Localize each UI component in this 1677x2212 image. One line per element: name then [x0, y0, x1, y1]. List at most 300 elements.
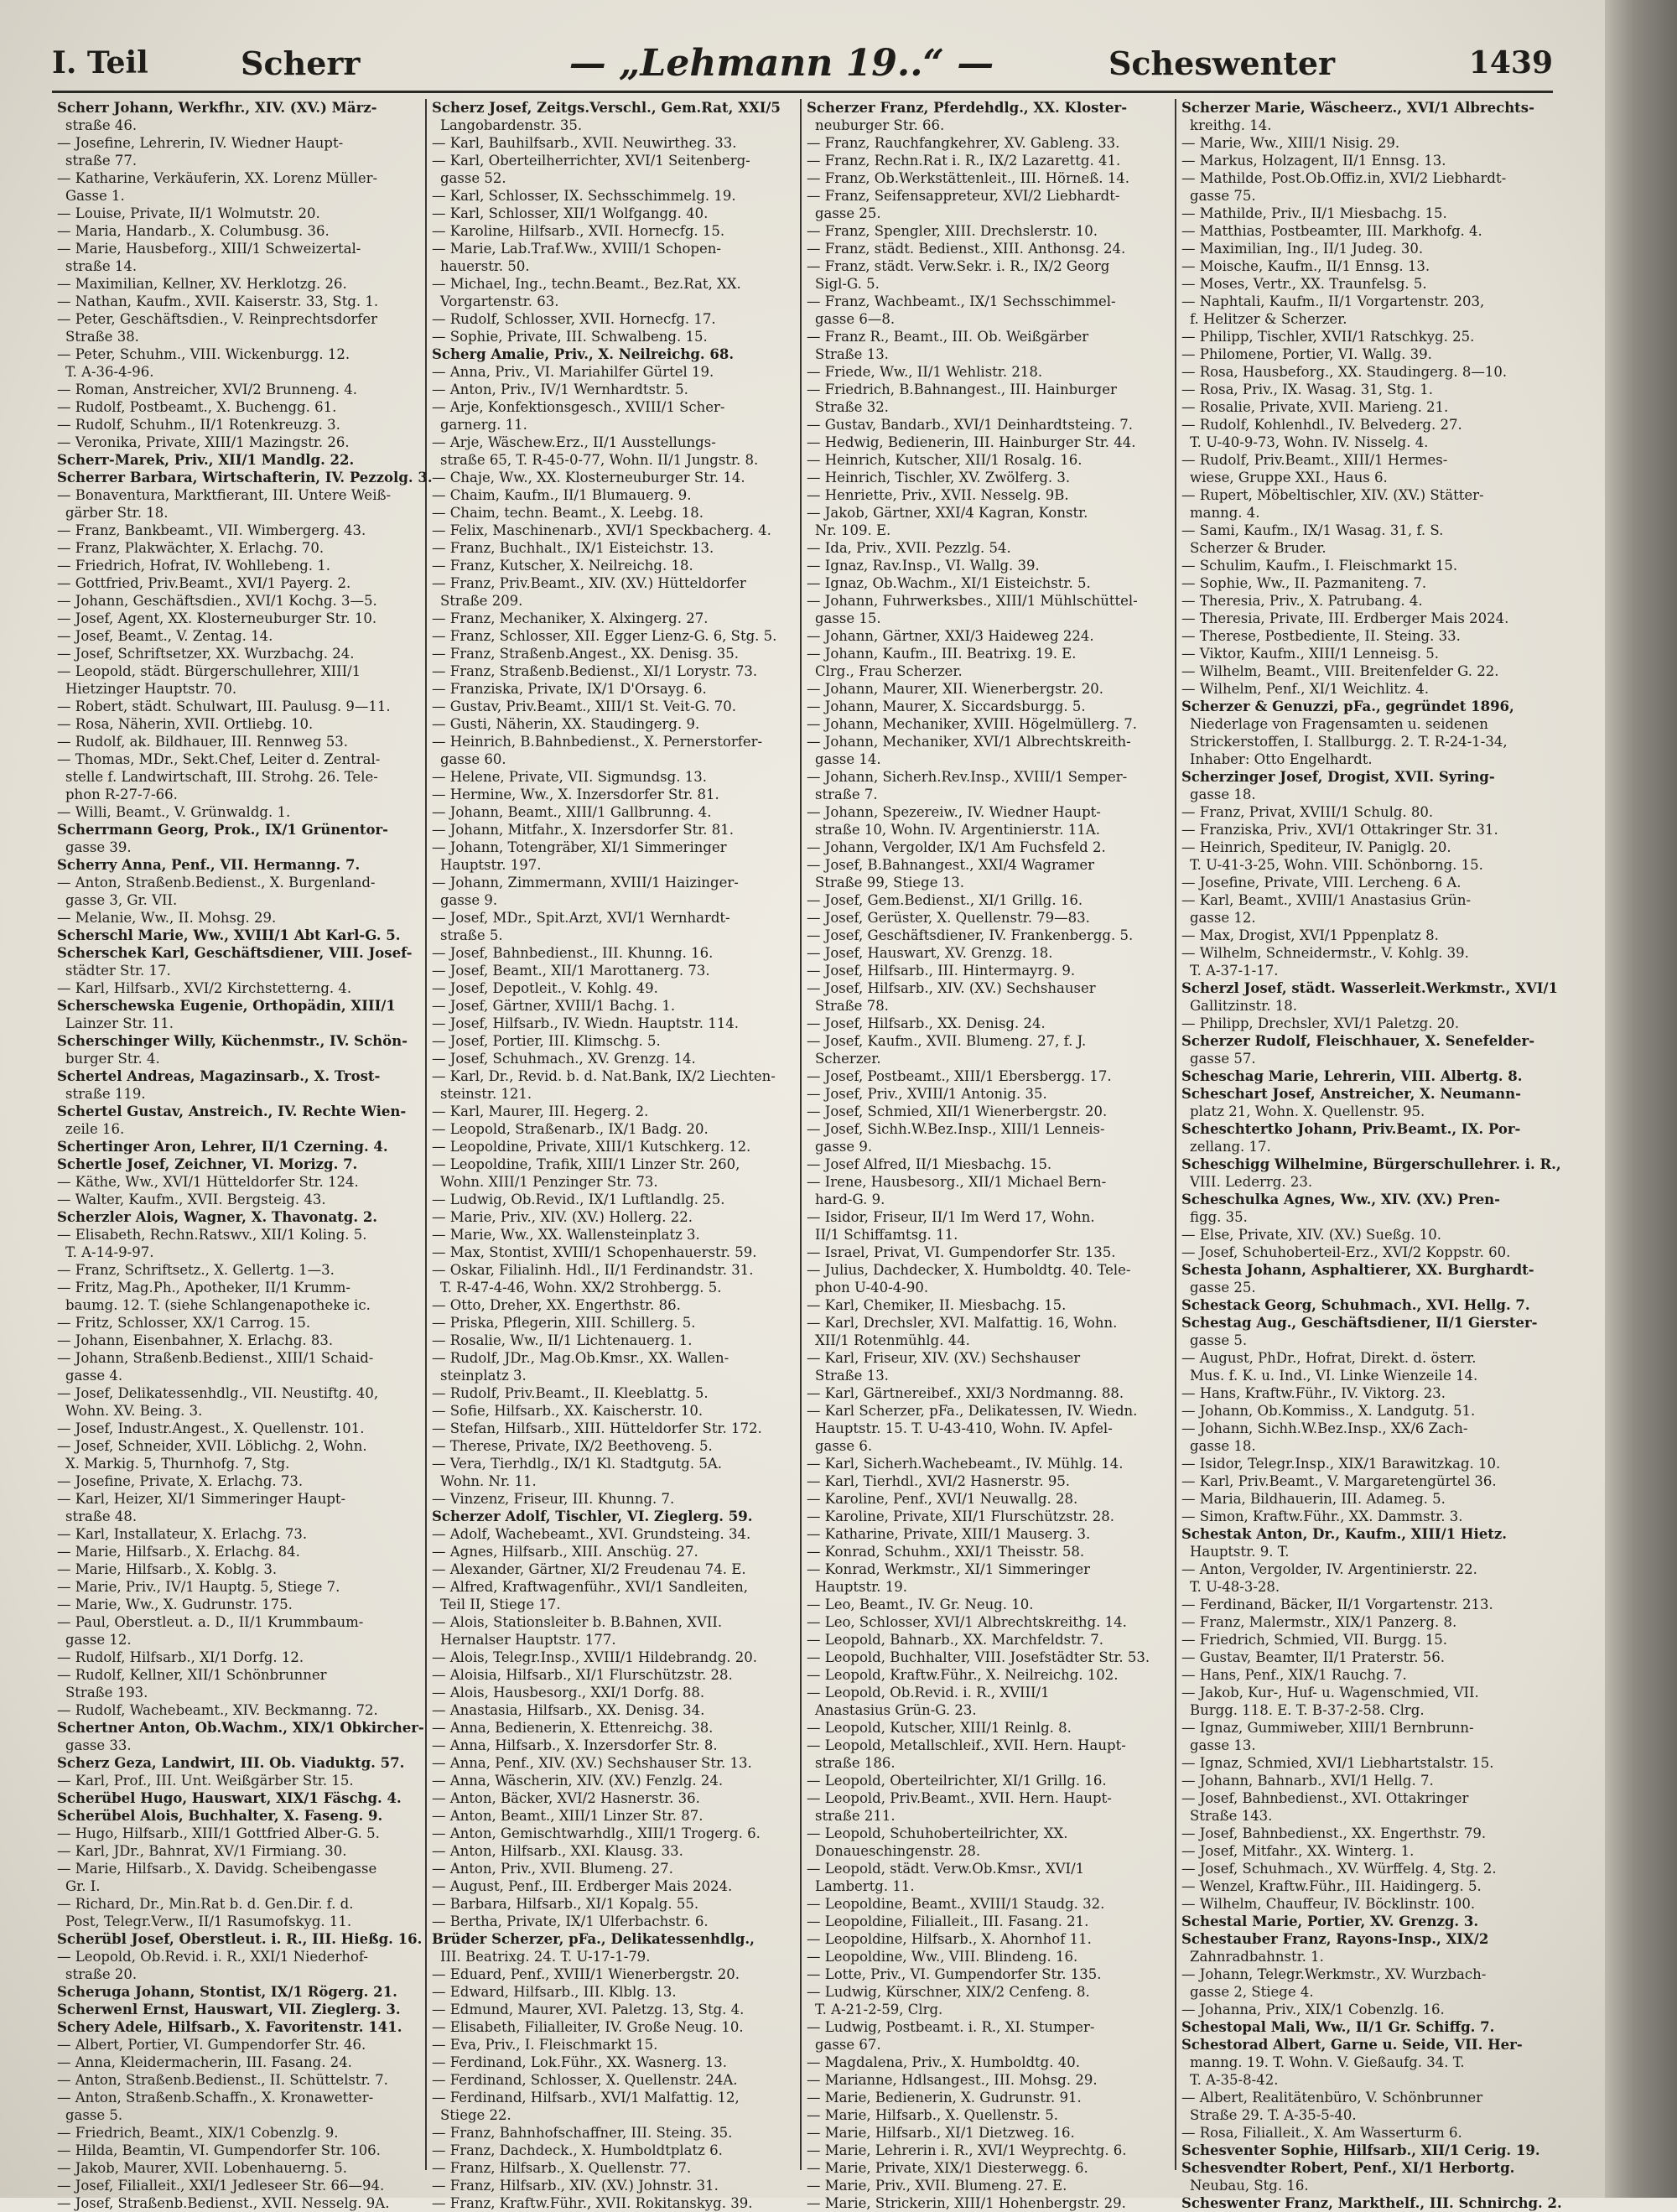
directory-entry: straße 10, Wohn. IV. Argentinierstr. 11A. — [815, 822, 1100, 838]
directory-entry: Schertle Josef, Zeichner, VI. Morizg. 7. — [57, 1156, 358, 1172]
directory-entry: — Josef, Priv., XVIII/1 Antonig. 35. — [807, 1086, 1047, 1102]
directory-entry: Schesta Johann, Asphaltierer, XX. Burghardt- — [1181, 1262, 1534, 1278]
directory-entry: Scherzl Josef, städt. Wasserleit.Werkmstr., XVI/1 — [1181, 980, 1558, 996]
directory-entry: — Johann, Maurer, X. Siccardsburgg. 5. — [807, 698, 1086, 714]
directory-entry: T. U-40-9-73, Wohn. IV. Nisselg. 4. — [1190, 434, 1429, 450]
directory-entry: — Josef, Beamt., XII/1 Marottanerg. 73. — [432, 963, 710, 979]
directory-entry: — Wilhelm, Penf., XI/1 Weichlitz. 4. — [1181, 681, 1429, 697]
first-entry-name: Scherr — [241, 44, 361, 82]
directory-entry: — Rosalie, Ww., II/1 Lichtenauerg. 1. — [432, 1332, 693, 1348]
directory-entry: gasse 5. — [1190, 1332, 1248, 1348]
directory-entry: — Wenzel, Kraftw.Führ., III. Haidingerg. 5. — [1181, 1878, 1482, 1894]
directory-entry: — Katharine, Private, XIII/1 Mauserg. 3. — [807, 1526, 1091, 1542]
directory-entry: — Karl, Gärtnereibef., XXI/3 Nordmanng. 88. — [807, 1385, 1124, 1401]
directory-entry: — Josef, Gärtner, XVIII/1 Bachg. 1. — [432, 998, 676, 1014]
directory-entry: gasse 9. — [815, 1139, 873, 1155]
directory-entry: — Johann, Maurer, XII. Wienerbergstr. 20. — [807, 681, 1104, 697]
directory-entry: straße 65, T. R-45-0-77, Wohn. II/1 Jungstr. 8. — [440, 452, 759, 468]
directory-entry: — Josef, Postbeamt., XIII/1 Ebersbergg. 17. — [807, 1068, 1112, 1084]
directory-entry: — Walter, Kaufm., XVII. Bergsteig. 43. — [57, 1192, 326, 1207]
directory-entry: — Friedrich, B.Bahnangest., III. Hainburger — [807, 382, 1117, 397]
directory-entry: — Johann, Straßenb.Bedienst., XIII/1 Schaid- — [57, 1350, 374, 1366]
directory-entry: — Josef, Portier, III. Klimschg. 5. — [432, 1033, 661, 1049]
directory-entry: — Matthias, Postbeamter, III. Markhofg. 4. — [1181, 223, 1482, 239]
directory-entry: — Karl, Beamt., XVIII/1 Anastasius Grün- — [1181, 892, 1472, 908]
directory-entry: — Franz, Seifensappreteur, XVI/2 Liebhardt- — [807, 188, 1120, 204]
directory-entry: — Johann, Sicherh.Rev.Insp., XVIII/1 Semper- — [807, 769, 1128, 785]
directory-entry: — Sophie, Private, III. Schwalbeng. 15. — [432, 329, 708, 345]
directory-entry: — Alois, Telegr.Insp., XVIII/1 Hildebrandg. 20. — [432, 1649, 757, 1665]
directory-entry: Lainzer Str. 11. — [65, 1015, 174, 1031]
directory-entry: — Johann, Sichh.W.Bez.Insp., XX/6 Zach- — [1181, 1420, 1468, 1436]
directory-entry: — Karoline, Penf., XVI/1 Neuwallg. 28. — [807, 1491, 1078, 1507]
directory-entry: phon U-40-4-90. — [815, 1280, 929, 1296]
directory-entry: — Ferdinand, Schlosser, X. Quellenstr. 24A. — [432, 2072, 738, 2088]
directory-entry: — Barbara, Hilfsarb., XI/1 Kopalg. 55. — [432, 1896, 699, 1912]
directory-entry: — Ida, Priv., XVII. Pezzlg. 54. — [807, 540, 1011, 556]
directory-entry: — Rudolf, JDr., Mag.Ob.Kmsr., XX. Wallen- — [432, 1350, 729, 1366]
directory-entry: — Louise, Private, II/1 Wolmutstr. 20. — [57, 205, 320, 221]
directory-entry: — Therese, Postbediente, II. Steing. 33. — [1181, 628, 1461, 644]
directory-entry: — Veronika, Private, XIII/1 Mazingstr. 26. — [57, 434, 350, 450]
directory-entry: — Leopoldine, Beamt., XVIII/1 Staudg. 32. — [807, 1896, 1105, 1912]
directory-entry: — Johann, Fuhrwerksbes., XIII/1 Mühlschüttel- — [807, 593, 1138, 609]
directory-entry: — Karl Scherzer, pFa., Delikatessen, IV. Wiedn. — [807, 1403, 1138, 1419]
directory-entry: — Marie, Ww., X. Gudrunstr. 175. — [57, 1597, 293, 1612]
directory-entry: gasse 6—8. — [815, 311, 896, 327]
directory-entry: — Elisabeth, Filialleiter, IV. Große Neug. 10. — [432, 2019, 744, 2035]
directory-entry: straße 48. — [65, 1508, 138, 1524]
directory-entry: — Marie, Strickerin, XIII/1 Hohenbergstr. 29. — [807, 2195, 1126, 2211]
directory-entry: — Johann, Ob.Kommiss., X. Landgutg. 51. — [1181, 1403, 1476, 1419]
directory-entry: Hauptstr. 19. — [815, 1579, 907, 1595]
directory-entry: zellang. 17. — [1190, 1139, 1271, 1155]
directory-entry: — Marie, Priv., XIV. (XV.) Hollerg. 22. — [432, 1209, 693, 1225]
directory-entry: — Ignaz, Gummiweber, XIII/1 Bernbrunn- — [1181, 1720, 1474, 1736]
directory-entry: steinplatz 3. — [440, 1368, 527, 1384]
directory-entry: — Stefan, Hilfsarb., XIII. Hütteldorfer Str. 172. — [432, 1420, 762, 1436]
directory-entry: — Anton, Straßenb.Schaffn., X. Kronawetter- — [57, 2090, 374, 2106]
directory-entry: — Sami, Kaufm., IX/1 Wasag. 31, f. S. — [1181, 522, 1444, 538]
directory-entry: XII/1 Rotenmühlg. 44. — [815, 1332, 970, 1348]
directory-entry: — Karl, Drechsler, XVI. Malfattig. 16, Wohn. — [807, 1315, 1118, 1331]
directory-entry: — Viktor, Kaufm., XIII/1 Lenneisg. 5. — [1181, 646, 1439, 662]
directory-entry: — Chaim, Kaufm., II/1 Blumauerg. 9. — [432, 487, 692, 503]
directory-entry: — Jakob, Kur-, Huf- u. Wagenschmied, VII. — [1181, 1685, 1479, 1701]
directory-entry: Post, Telegr.Verw., II/1 Rasumofskyg. 11. — [65, 1913, 352, 1929]
directory-entry: Scherzler Alois, Wagner, X. Thavonatg. 2. — [57, 1209, 378, 1225]
directory-entry: — Karoline, Private, XII/1 Flurschützstr. 28. — [807, 1508, 1114, 1524]
directory-entry: — Else, Private, XIV. (XV.) Sueßg. 10. — [1181, 1227, 1442, 1243]
directory-entry: Straße 78. — [815, 998, 889, 1014]
directory-entry: — Oskar, Filialinh. Hdl., II/1 Ferdinandstr. 31. — [432, 1262, 754, 1278]
directory-entry: — Marie, Bedienerin, X. Gudrunstr. 91. — [807, 2090, 1082, 2106]
directory-entry: straße 186. — [815, 1755, 896, 1771]
directory-entry: Scheschulka Agnes, Ww., XIV. (XV.) Pren- — [1181, 1192, 1501, 1207]
directory-entry: — Anton, Priv., IV/1 Wernhardtstr. 5. — [432, 382, 688, 397]
directory-entry: — Fritz, Schlosser, XX/1 Carrog. 15. — [57, 1315, 311, 1331]
directory-entry: Scherzer Rudolf, Fleischhauer, X. Senefelder- — [1181, 1033, 1535, 1049]
directory-entry: X. Markig. 5, Thurnhofg. 7, Stg. — [65, 1456, 290, 1472]
directory-entry: — August, Penf., III. Erdberger Mais 2024. — [432, 1878, 733, 1894]
directory-entry: — Franz, Plakwächter, X. Erlachg. 70. — [57, 540, 324, 556]
directory-entry: gasse 14. — [815, 751, 881, 767]
directory-entry: straße 20. — [65, 1966, 138, 1982]
directory-entry: — Leopold, Buchhalter, VIII. Josefstädter Str. 53. — [807, 1649, 1150, 1665]
directory-entry: gasse 33. — [65, 1737, 132, 1753]
directory-entry: Straße 209. — [440, 593, 523, 609]
directory-entry: — Bertha, Private, IX/1 Ulferbachstr. 6. — [432, 1913, 709, 1929]
directory-entry: Niederlage von Fragensamten u. seidenen — [1190, 716, 1488, 732]
directory-entry: — Willi, Beamt., V. Grünwaldg. 1. — [57, 804, 291, 820]
directory-entry: gasse 12. — [65, 1632, 132, 1648]
directory-entry: figg. 35. — [1190, 1209, 1248, 1225]
directory-entry: — Karl, Prof., III. Unt. Weißgärber Str. 15. — [57, 1773, 354, 1789]
directory-entry: manng. 4. — [1190, 505, 1260, 521]
column-2 — [427, 99, 802, 2211]
directory-entry: — Hans, Kraftw.Führ., IV. Viktorg. 23. — [1181, 1385, 1446, 1401]
directory-entry: — Josef, Delikatessenhdlg., VII. Neustiftg. 40, — [57, 1385, 379, 1401]
directory-entry: — Josef, B.Bahnangest., XXI/4 Wagramer — [807, 857, 1095, 873]
directory-entry: Scherzinger Josef, Drogist, XVII. Syring- — [1181, 769, 1495, 785]
directory-entry: Scherz Geza, Landwirt, III. Ob. Viaduktg. 57. — [57, 1755, 405, 1771]
header-divider — [52, 91, 1553, 93]
directory-entry: — Franz, Straßenb.Bedienst., XI/1 Lorystr. 73. — [432, 663, 758, 679]
directory-entry: — Johann, Gärtner, XXI/3 Haideweg 224. — [807, 628, 1094, 644]
directory-entry: T. U-48-3-28. — [1190, 1579, 1280, 1595]
directory-entry: — Franz, Schriftsetz., X. Gellertg. 1—3. — [57, 1262, 335, 1278]
directory-entry: Schertinger Aron, Lehrer, II/1 Czerning. 4. — [57, 1139, 388, 1155]
directory-entry: — Franz, Buchhalt., IX/1 Eisteichstr. 13. — [432, 540, 714, 556]
directory-entry: — Franz, Hilfsarb., XIV. (XV.) Johnstr. 31. — [432, 2178, 719, 2194]
directory-entry: — Maria, Handarb., X. Columbusg. 36. — [57, 223, 330, 239]
directory-entry: Scherübel Alois, Buchhalter, X. Faseng. 9. — [57, 1808, 383, 1824]
directory-entry: II/1 Schiffamtsg. 11. — [815, 1227, 958, 1243]
directory-entry: gasse 2, Stiege 4. — [1190, 1984, 1314, 2000]
directory-entry: — Josef, Straßenb.Bedienst., XVII. Nesselg. 9A. — [57, 2195, 390, 2211]
directory-entry: — Johann, Mitfahr., X. Inzersdorfer Str. 81. — [432, 822, 735, 838]
directory-entry: zeile 16. — [65, 1121, 125, 1137]
directory-entry: Scherschinger Willy, Küchenmstr., IV. Schön- — [57, 1033, 408, 1049]
directory-entry: gasse 18. — [1190, 787, 1256, 802]
directory-entry: gasse 60. — [440, 751, 506, 767]
directory-entry: gasse 25. — [1190, 1280, 1256, 1296]
directory-entry: Scherz Josef, Zeitgs.Verschl., Gem.Rat, XXI/5 — [432, 100, 781, 116]
directory-entry: — Edward, Hilfsarb., III. Klblg. 13. — [432, 1984, 677, 2000]
directory-entry: — Peter, Schuhm., VIII. Wickenburgg. 12. — [57, 346, 350, 362]
directory-entry: Scherr-Marek, Priv., XII/1 Mandlg. 22. — [57, 452, 355, 468]
directory-entry: gasse 5. — [65, 2107, 123, 2123]
directory-entry: Schesventer Sophie, Hilfsarb., XII/1 Cerig. 19. — [1181, 2142, 1540, 2158]
directory-entry: — Konrad, Schuhm., XXI/1 Theisstr. 58. — [807, 1544, 1085, 1560]
directory-entry: Vorgartenstr. 63. — [440, 293, 559, 309]
directory-entry: platz 21, Wohn. X. Quellenstr. 95. — [1190, 1103, 1425, 1119]
directory-entry: — Anton, Beamt., XIII/1 Linzer Str. 87. — [432, 1808, 704, 1824]
directory-entry: Strickerstoffen, I. Stallburgg. 2. T. R-24-1-34, — [1190, 734, 1508, 750]
directory-entry: Gasse 1. — [65, 188, 125, 204]
directory-entry: — Josef, Schuhmach., XV. Grenzg. 14. — [432, 1051, 696, 1067]
directory-entry: Scheschigg Wilhelmine, Bürgerschullehrer. i. R., — [1181, 1156, 1561, 1172]
directory-entry: — Leopold, Bahnarb., XX. Marchfeldstr. 7. — [807, 1632, 1104, 1648]
directory-entry: — Hermine, Ww., X. Inzersdorfer Str. 81. — [432, 787, 719, 802]
directory-entry: — Marie, Lab.Traf.Ww., XVIII/1 Schopen- — [432, 241, 722, 257]
directory-entry: — Konrad, Werkmstr., XI/1 Simmeringer — [807, 1561, 1090, 1577]
directory-entry: — Franz, Mechaniker, X. Alxingerg. 27. — [432, 610, 709, 626]
directory-entry: straße 77. — [65, 153, 138, 169]
directory-entry: Hauptstr. 197. — [440, 857, 542, 873]
directory-entry: — Simon, Kraftw.Führ., XX. Dammstr. 3. — [1181, 1508, 1463, 1524]
directory-entry: gasse 12. — [1190, 910, 1256, 926]
directory-entry: III. Beatrixg. 24. T. U-17-1-79. — [440, 1949, 651, 1965]
directory-entry: — Rudolf, Kohlenhdl., IV. Belvederg. 27. — [1181, 417, 1462, 433]
directory-entry: Hernalser Hauptstr. 177. — [440, 1632, 616, 1648]
directory-entry: — Franz, Bankbeamt., VII. Wimbergerg. 43. — [57, 522, 366, 538]
directory-entry: — Adolf, Wachebeamt., XVI. Grundsteing. 34. — [432, 1526, 751, 1542]
directory-entry: — Josefine, Lehrerin, IV. Wiedner Haupt- — [57, 135, 344, 151]
directory-entry: — Franz, Kraftw.Führ., XVII. Rokitanskyg. 39. — [432, 2195, 753, 2211]
directory-entry: baumg. 12. T. (siehe Schlangenapotheke ic. — [65, 1297, 371, 1313]
directory-entry: Langobardenstr. 35. — [440, 117, 583, 133]
directory-entry: — Marie, Ww., XIII/1 Nisig. 29. — [1181, 135, 1400, 151]
directory-entry: Hauptstr. 15. T. U-43-410, Wohn. IV. Apfel- — [815, 1420, 1113, 1436]
directory-entry: straße 211. — [815, 1808, 896, 1824]
directory-entry: — Johann, Totengräber, XI/1 Simmeringer — [432, 839, 727, 855]
directory-entry: Stiege 22. — [440, 2107, 511, 2123]
directory-entry: Straße 193. — [65, 1685, 148, 1701]
directory-entry: T. A-36-4-96. — [65, 364, 154, 380]
directory-entry: — Theresia, Private, III. Erdberger Mais 2024. — [1181, 610, 1509, 626]
directory-entry: Lambertg. 11. — [815, 1878, 915, 1894]
directory-entry: — Rudolf, Priv.Beamt., II. Kleeblattg. 5. — [432, 1385, 709, 1401]
directory-entry: Scherwenl Ernst, Hauswart, VII. Zieglerg. 3. — [57, 2002, 401, 2017]
directory-entry: — Josef, Hilfsarb., IV. Wiedn. Hauptstr. 114. — [432, 1015, 739, 1031]
directory-entry: — Marie, Hausbeforg., XIII/1 Schweizertal- — [57, 241, 361, 257]
directory-entry: — Theresia, Priv., X. Patrubang. 4. — [1181, 593, 1423, 609]
directory-entry: Scherschl Marie, Ww., XVIII/1 Abt Karl-G. 5. — [57, 927, 401, 943]
directory-entry: — Philipp, Tischler, XVII/1 Ratschkyg. 25. — [1181, 329, 1475, 345]
directory-entry: — Heinrich, B.Bahnbedienst., X. Pernerstorfer- — [432, 734, 763, 750]
directory-entry: — Marie, Priv., XVII. Blumeng. 27. E. — [807, 2178, 1067, 2194]
directory-entry: — Ludwig, Kürschner, XIX/2 Cenfeng. 8. — [807, 1984, 1090, 2000]
directory-entry: gasse 15. — [815, 610, 881, 626]
directory-entry: — Johann, Beamt., XIII/1 Gallbrunng. 4. — [432, 804, 712, 820]
directory-entry: — Richard, Dr., Min.Rat b. d. Gen.Dir. f. d. — [57, 1896, 354, 1912]
directory-entry: Schestack Georg, Schuhmach., XVI. Hellg. 7. — [1181, 1297, 1530, 1313]
directory-entry: Straße 38. — [65, 329, 139, 345]
directory-entry: — Anna, Penf., XIV. (XV.) Sechshauser Str. 13. — [432, 1755, 752, 1771]
directory-entry: — Rudolf, Priv.Beamt., XIII/1 Hermes- — [1181, 452, 1448, 468]
directory-entry: — Alois, Hausbesorg., XXI/1 Dorfg. 88. — [432, 1685, 705, 1701]
directory-entry: — Leopold, Kraftw.Führ., X. Neilreichg. 102. — [807, 1667, 1119, 1683]
directory-entry: — Leopold, Metallschleif., XVII. Hern. Haupt- — [807, 1737, 1126, 1753]
directory-entry: — Josef, Gem.Bedienst., XI/1 Grillg. 16. — [807, 892, 1083, 908]
directory-entry: — Julius, Dachdecker, X. Humboldtg. 40. Tele- — [807, 1262, 1131, 1278]
directory-entry: straße 5. — [440, 927, 503, 943]
directory-entry: — Philipp, Drechsler, XVI/1 Paletzg. 20. — [1181, 1015, 1460, 1031]
directory-entry: Scherzer & Bruder. — [1190, 540, 1327, 556]
directory-entry: — Johann, Mechaniker, XVI/1 Albrechtskreith- — [807, 734, 1131, 750]
directory-entry: — Leopoldine, Trafik, XIII/1 Linzer Str. 260, — [432, 1156, 740, 1172]
directory-entry: — Moses, Vertr., XX. Traunfelsg. 5. — [1181, 276, 1427, 292]
directory-entry: Scherrer Barbara, Wirtschafterin, IV. Pezzolg. 3. — [57, 470, 433, 485]
column-3 — [802, 99, 1176, 2211]
directory-entry: Scheruga Johann, Stontist, IX/1 Rögerg. 21. — [57, 1984, 397, 2000]
directory-entry: Scheswenter Franz, Markthelf., III. Schnirchg. 2. — [1181, 2195, 1562, 2211]
directory-entry: — Franz, Bahnhofschaffner, III. Steing. 35. — [432, 2125, 733, 2141]
last-entry-name: Scheswenter — [1108, 44, 1336, 82]
directory-entry: — Philomene, Portier, VI. Wallg. 39. — [1181, 346, 1432, 362]
directory-entry: — Elisabeth, Rechn.Ratswv., XII/1 Koling. 5. — [57, 1227, 367, 1243]
directory-entry: — Marie, Priv., IV/1 Hauptg. 5, Stiege 7. — [57, 1579, 340, 1595]
page-number: 1439 — [1468, 45, 1553, 80]
directory-entry: — Wilhelm, Chauffeur, IV. Böcklinstr. 100. — [1181, 1896, 1476, 1912]
directory-entry: — Ludwig, Ob.Revid., IX/1 Luftlandlg. 25. — [432, 1192, 725, 1207]
directory-entry: Scherzer Franz, Pferdehdlg., XX. Kloster- — [807, 100, 1128, 116]
directory-columns — [52, 99, 1562, 2211]
directory-entry: — Josef, Gerüster, X. Quellenstr. 79—83. — [807, 910, 1090, 926]
directory-entry: — Franz, Priv.Beamt., XIV. (XV.) Hütteldorfer — [432, 575, 746, 591]
directory-entry: — Franz, Hilfsarb., X. Quellenstr. 77. — [432, 2160, 692, 2176]
directory-entry: — Leopoldine, Private, XIII/1 Kutschkerg. 12. — [432, 1139, 751, 1155]
directory-entry: f. Helitzer & Scherzer. — [1190, 311, 1347, 327]
directory-entry: — Anna, Hilfsarb., X. Inzersdorfer Str. 8. — [432, 1737, 718, 1753]
directory-entry: — Josef, Bahnbedienst., III. Khunng. 16. — [432, 945, 714, 961]
directory-entry: straße 7. — [815, 787, 878, 802]
directory-entry: — Alois, Stationsleiter b. B.Bahnen, XVII. — [432, 1614, 723, 1630]
directory-entry: — Eduard, Penf., XVIII/1 Wienerbergstr. 20. — [432, 1966, 740, 1982]
directory-entry: — Josef, Bahnbedienst., XVI. Ottakringer — [1181, 1790, 1469, 1806]
directory-entry: Mus. f. K. u. Ind., VI. Linke Wienzeile 14. — [1190, 1368, 1478, 1384]
directory-entry: — Heinrich, Tischler, XV. Zwölferg. 3. — [807, 470, 1071, 485]
directory-entry: — Wilhelm, Beamt., VIII. Breitenfelder G. 22. — [1181, 663, 1499, 679]
directory-entry: — Josef, Hilfsarb., XIV. (XV.) Sechshauser — [807, 980, 1096, 996]
directory-entry: — Karl, Installateur, X. Erlachg. 73. — [57, 1526, 308, 1542]
directory-entry: — Hugo, Hilfsarb., XIII/1 Gottfried Alber-G. 5. — [57, 1825, 380, 1841]
directory-entry: gasse 75. — [1190, 188, 1256, 204]
directory-entry: Gallitzinstr. 18. — [1190, 998, 1297, 1014]
directory-entry: — Johann, Bahnarb., XVI/1 Hellg. 7. — [1181, 1773, 1434, 1789]
directory-entry: — Franz, städt. Verw.Sekr. i. R., IX/2 Georg — [807, 258, 1110, 274]
directory-entry: — Anton, Priv., XVII. Blumeng. 27. — [432, 1861, 673, 1877]
directory-entry: — Karl, Hilfsarb., XVI/2 Kirchstetterng. 4. — [57, 980, 352, 996]
directory-entry: — Alfred, Kraftwagenführ., XVI/1 Sandleiten, — [432, 1579, 749, 1595]
directory-entry: Schestopal Mali, Ww., II/1 Gr. Schiffg. 7. — [1181, 2019, 1495, 2035]
directory-entry: steinstr. 121. — [440, 1086, 532, 1102]
directory-entry: — Maximilian, Ing., II/1 Judeg. 30. — [1181, 241, 1424, 257]
directory-entry: Scherschek Karl, Geschäftsdiener, VIII. Josef- — [57, 945, 413, 961]
directory-entry: Scheschag Marie, Lehrerin, VIII. Albertg. 8. — [1181, 1068, 1523, 1084]
directory-entry: — Josef, Hilfsarb., XX. Denisg. 24. — [807, 1015, 1046, 1031]
directory-entry: — Alexander, Gärtner, XI/2 Freudenau 74. E. — [432, 1561, 746, 1577]
directory-entry: — Karoline, Hilfsarb., XVII. Hornecfg. 15. — [432, 223, 725, 239]
directory-entry: — Agnes, Hilfsarb., XIII. Anschüg. 27. — [432, 1544, 698, 1560]
directory-entry: — Marianne, Hdlsangest., III. Mohsg. 29. — [807, 2072, 1098, 2088]
directory-entry: — Max, Stontist, XVIII/1 Schopenhauerstr. 59. — [432, 1244, 757, 1260]
directory-entry: garnerg. 11. — [440, 417, 527, 433]
directory-entry: Scherschewska Eugenie, Orthopädin, XIII/1 — [57, 998, 396, 1014]
directory-entry: — Marie, Private, XIX/1 Diesterwegg. 6. — [807, 2160, 1088, 2176]
directory-entry: neuburger Str. 66. — [815, 117, 945, 133]
directory-entry: gärber Str. 18. — [65, 505, 169, 521]
column-4 — [1176, 99, 1562, 2211]
directory-entry: Donaueschingenstr. 28. — [815, 1843, 981, 1859]
directory-entry: — Franz, Ob.Werkstättenleit., III. Hörneß. 14. — [807, 170, 1129, 186]
directory-entry: — Arje, Konfektionsgesch., XVIII/1 Scher- — [432, 399, 725, 415]
directory-entry: — Josef, Depotleit., V. Kohlg. 49. — [432, 980, 658, 996]
directory-entry: — Leopold, städt. Bürgerschullehrer, XIII/1 — [57, 663, 361, 679]
directory-entry: — Marie, Lehrerin i. R., XVI/1 Weyprechtg. 6. — [807, 2142, 1127, 2158]
directory-entry: städter Str. 17. — [65, 963, 171, 979]
directory-entry: — Josef, Kaufm., XVII. Blumeng. 27, f. J. — [807, 1033, 1087, 1049]
directory-entry: — Karl, Oberteilherrichter, XVI/1 Seitenberg- — [432, 153, 750, 169]
directory-entry: — Chaje, Ww., XX. Klosterneuburger Str. 14. — [432, 470, 745, 485]
directory-entry: — Friede, Ww., II/1 Wehlistr. 218. — [807, 364, 1043, 380]
directory-entry: — Karl, Chemiker, II. Miesbachg. 15. — [807, 1297, 1067, 1313]
directory-entry: — Rosa, Hausbeforg., XX. Staudingerg. 8—10. — [1181, 364, 1508, 380]
directory-entry: Schestag Aug., Geschäftsdiener, II/1 Gierster- — [1181, 1315, 1538, 1331]
directory-entry: gasse 3, Gr. VII. — [65, 892, 178, 908]
directory-entry: — Markus, Holzagent, II/1 Ennsg. 13. — [1181, 153, 1446, 169]
directory-entry: gasse 25. — [815, 205, 881, 221]
directory-entry: — Josef, Hauswart, XV. Grenzg. 18. — [807, 945, 1053, 961]
directory-entry: — Gottfried, Priv.Beamt., XVI/1 Payerg. 2. — [57, 575, 351, 591]
directory-entry: — Jakob, Maurer, XVII. Lobenhauerng. 5. — [57, 2160, 347, 2176]
directory-entry: — Karl, Schlosser, IX. Sechsschimmelg. 19. — [432, 188, 736, 204]
directory-entry: gasse 9. — [440, 892, 498, 908]
directory-entry: gasse 4. — [65, 1368, 123, 1384]
directory-entry: Schestak Anton, Dr., Kaufm., XIII/1 Hietz. — [1181, 1526, 1507, 1542]
directory-entry: — Marie, Hilfsarb., X. Quellenstr. 5. — [807, 2107, 1058, 2123]
directory-entry: — Josef, Sichh.W.Bez.Insp., XIII/1 Lenneis- — [807, 1121, 1105, 1137]
directory-entry: Schestauber Franz, Rayons-Insp., XIX/2 — [1181, 1931, 1489, 1947]
directory-entry: — Wilhelm, Schneidermstr., V. Kohlg. 39. — [1181, 945, 1469, 961]
directory-entry: — Leopoldine, Ww., VIII. Blindeng. 16. — [807, 1949, 1078, 1965]
directory-entry: — Anna, Kleidermacherin, III. Fasang. 24. — [57, 2054, 352, 2070]
directory-entry: straße 119. — [65, 1086, 146, 1102]
directory-entry: — Franz, Privat, XVIII/1 Schulg. 80. — [1181, 804, 1434, 820]
directory-entry: — Anton, Vergolder, IV. Argentinierstr. 22. — [1181, 1561, 1477, 1577]
directory-entry: — Johann, Vergolder, IX/1 Am Fuchsfeld 2. — [807, 839, 1106, 855]
directory-entry: — Rudolf, Schlosser, XVII. Hornecfg. 17. — [432, 311, 716, 327]
directory-entry: — Leopoldine, Filialleit., III. Fasang. 21. — [807, 1913, 1089, 1929]
directory-entry: Scheschtertko Johann, Priv.Beamt., IX. Por- — [1181, 1121, 1521, 1137]
directory-entry: — Friedrich, Schmied, VII. Burgg. 15. — [1181, 1632, 1448, 1648]
directory-entry: — Ignaz, Ob.Wachm., XI/1 Eisteichstr. 5. — [807, 575, 1091, 591]
directory-entry: — Ferdinand, Bäcker, II/1 Vorgartenstr. 213. — [1181, 1597, 1493, 1612]
directory-entry: T. A-37-1-17. — [1190, 963, 1279, 979]
directory-entry: — Anton, Bäcker, XVI/2 Hasnerstr. 36. — [432, 1790, 700, 1806]
directory-entry: — Albert, Portier, VI. Gumpendorfer Str. 46. — [57, 2037, 366, 2053]
directory-entry: — Bonaventura, Marktfierant, III. Untere Weiß- — [57, 487, 392, 503]
directory-entry: — Aloisia, Hilfsarb., XI/1 Flurschützstr. 28. — [432, 1667, 733, 1683]
directory-entry: — Franz, Kutscher, X. Neilreichg. 18. — [432, 558, 693, 574]
directory-entry: — Otto, Dreher, XX. Engerthstr. 86. — [432, 1297, 681, 1313]
directory-entry: — Josef, Agent, XX. Klosterneuburger Str. 10. — [57, 610, 377, 626]
directory-entry: T. A-35-8-42. — [1190, 2072, 1279, 2088]
directory-entry: — August, PhDr., Hofrat, Direkt. d. österr. — [1181, 1350, 1477, 1366]
directory-entry: — Marie, Ww., XX. Wallensteinplatz 3. — [432, 1227, 700, 1243]
directory-entry: Scherzer & Genuzzi, pFa., gegründet 1896, — [1181, 698, 1514, 714]
directory-entry: — Maria, Bildhauerin, III. Adameg. 5. — [1181, 1491, 1446, 1507]
directory-entry: — Irene, Hausbesorg., XII/1 Michael Bern- — [807, 1174, 1107, 1190]
directory-entry: stelle f. Landwirtschaft, III. Strohg. 26. Tele- — [65, 769, 378, 785]
directory-entry: — Fritz, Mag.Ph., Apotheker, II/1 Krumm- — [57, 1280, 350, 1296]
directory-entry: kreithg. 14. — [1190, 117, 1272, 133]
directory-entry: Scherzer. — [815, 1051, 881, 1067]
directory-entry: — Anton, Gemischtwarhdlg., XIII/1 Trogerg. 6. — [432, 1825, 761, 1841]
directory-entry: — Moische, Kaufm., II/1 Ennsg. 13. — [1181, 258, 1430, 274]
directory-entry: — Karl, Tierhdl., XVI/2 Hasnerstr. 95. — [807, 1473, 1071, 1489]
